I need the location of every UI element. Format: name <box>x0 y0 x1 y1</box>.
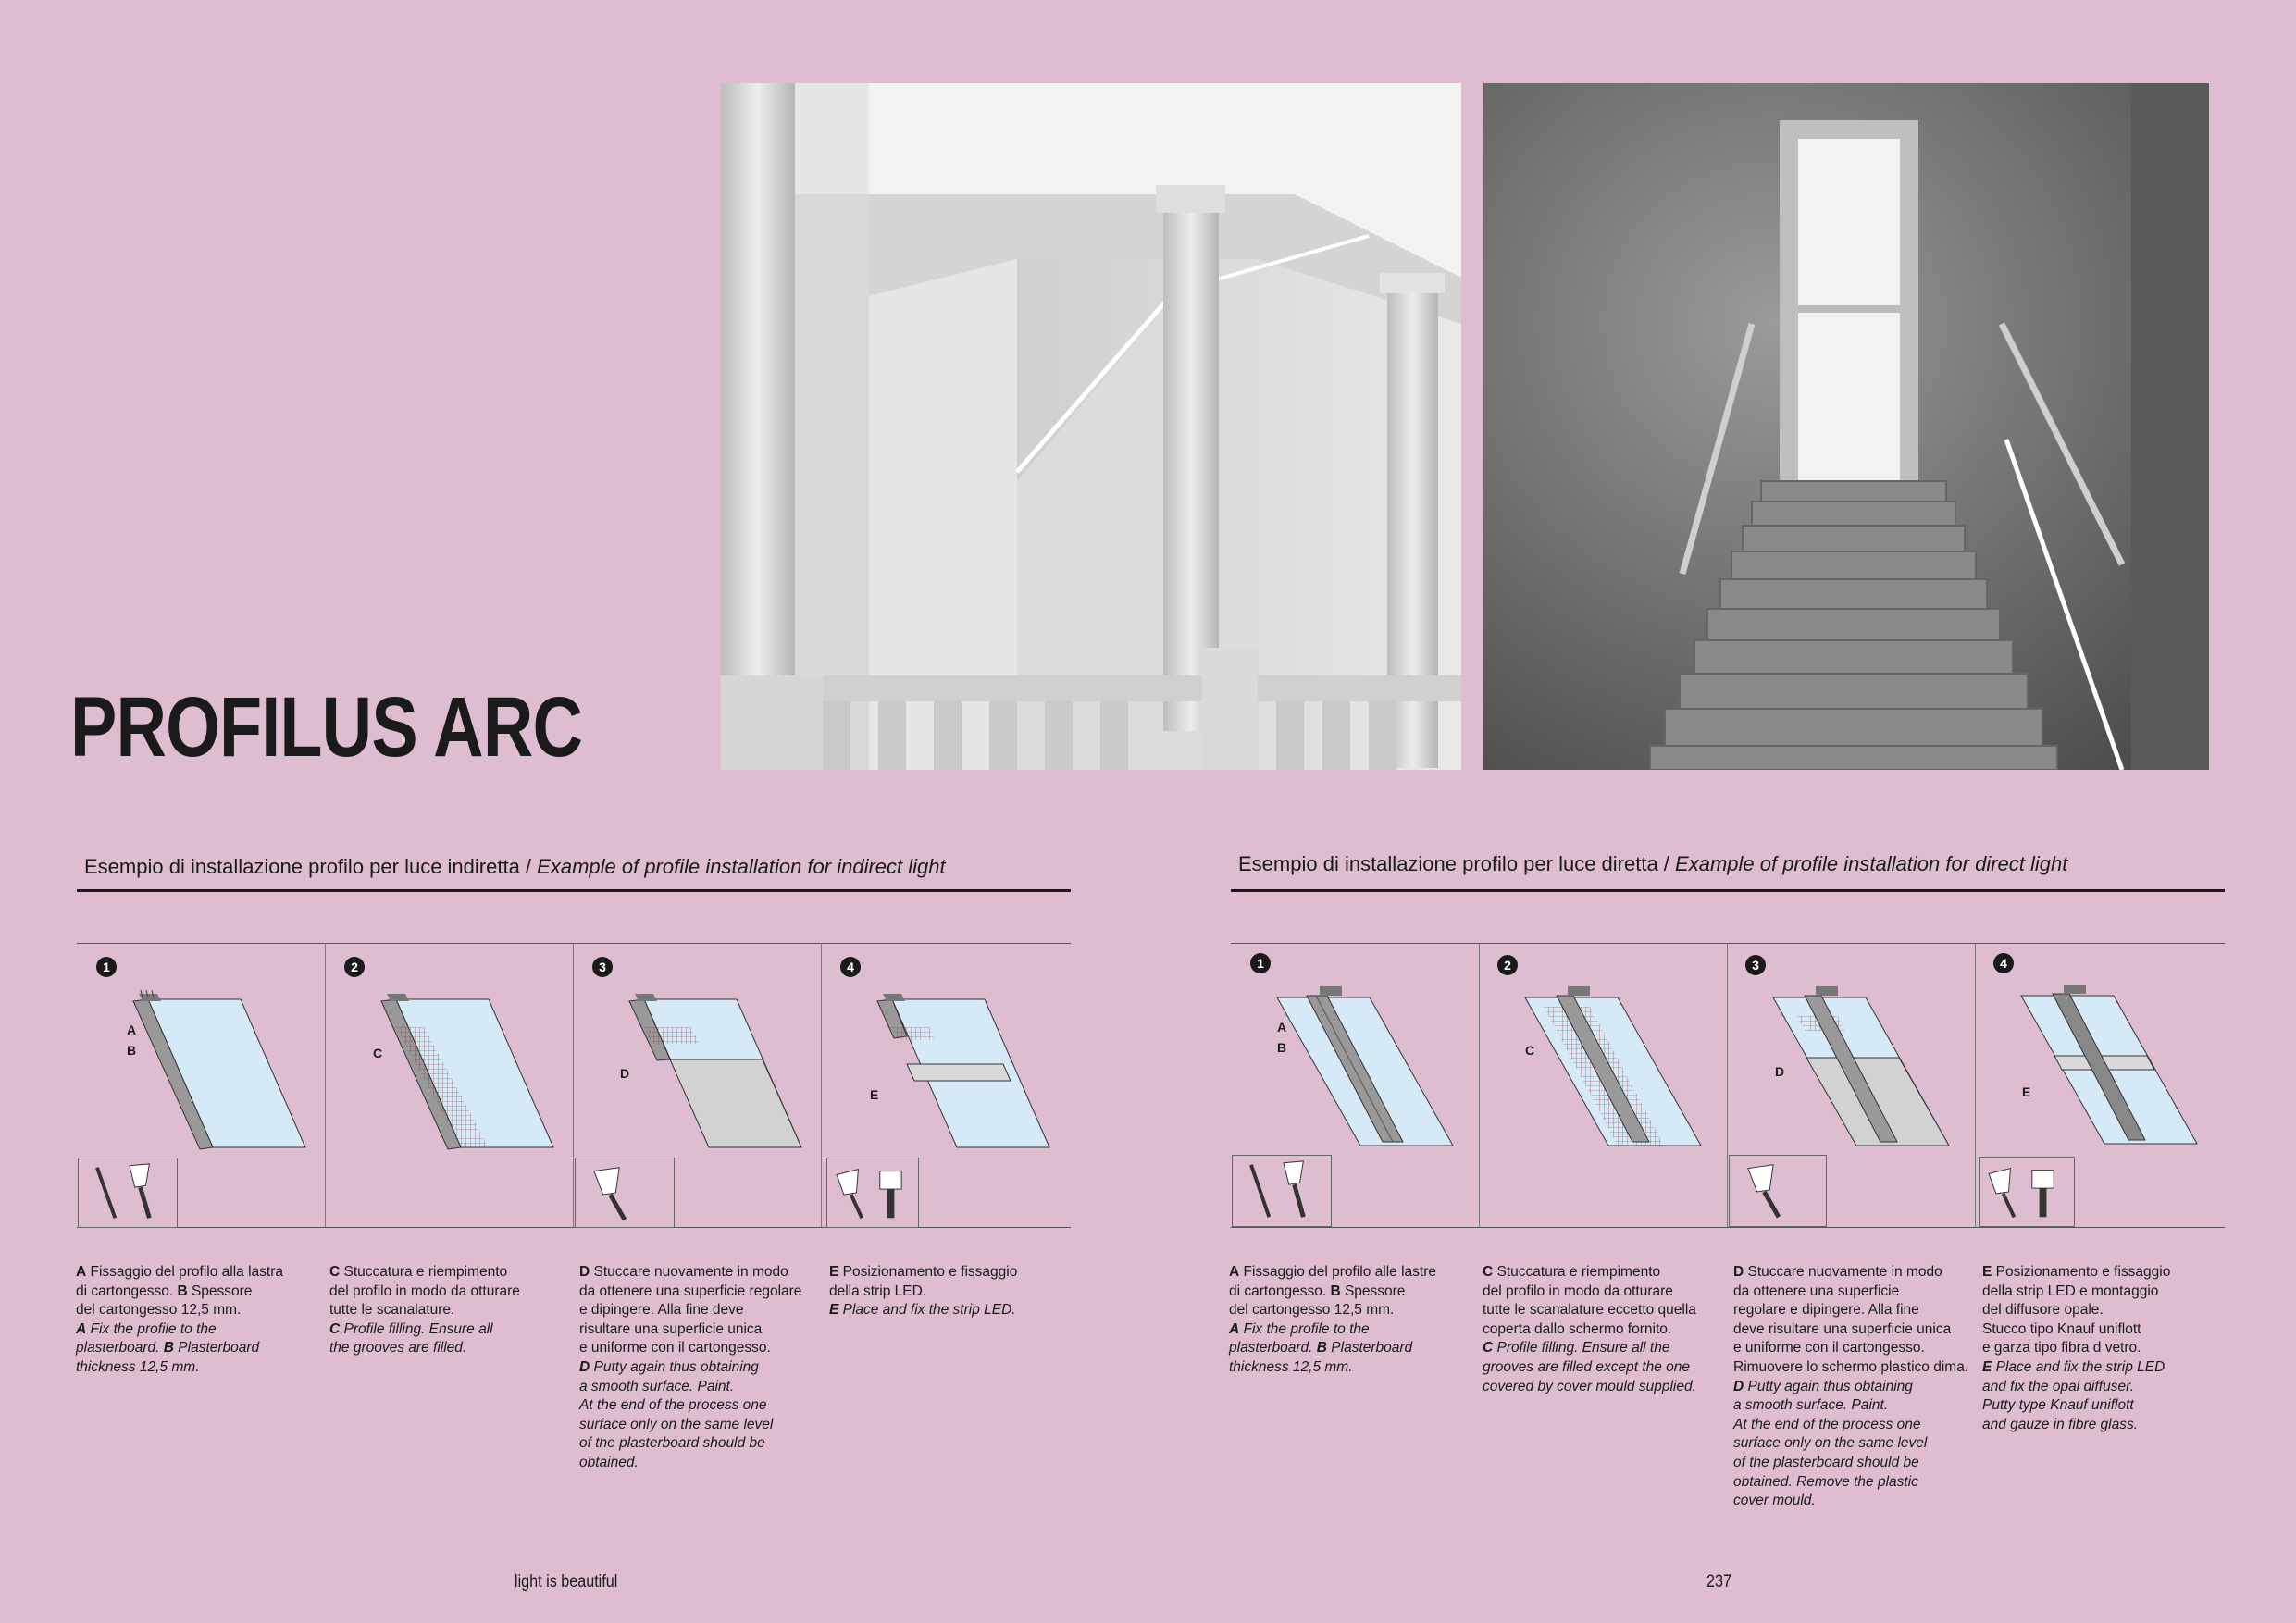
diagram-step-1-direct <box>1268 979 1462 1150</box>
caption-line: e uniforme con il cartongesso. <box>1733 1340 1925 1357</box>
step-label: D <box>1775 1064 1785 1079</box>
section-direct-heading: Esempio di installazione profilo per luce diretta / Example of profile installation for direct light <box>1238 852 2068 875</box>
caption-line: thickness 12,5 mm. <box>76 1358 200 1375</box>
divider <box>325 943 326 1227</box>
caption-line: di cartongesso. B Spessore <box>1229 1282 1406 1299</box>
step-label: C <box>1525 1043 1535 1058</box>
diagram-step-2-direct <box>1516 979 1710 1150</box>
caption-line: surface only on the same level <box>579 1416 774 1432</box>
caption-line: of the plasterboard should be <box>579 1435 765 1452</box>
caption-line: D Stuccare nuovamente in modo <box>579 1264 788 1280</box>
caption-line: A Fissaggio del profilo alla lastra <box>76 1264 284 1280</box>
divider <box>1479 943 1480 1227</box>
diagram-step-3-indirect <box>616 981 811 1152</box>
caption-line: C Stuccatura e riempimento <box>329 1264 508 1280</box>
tools-spatula-icon <box>575 1158 675 1228</box>
divider <box>821 943 822 1227</box>
section-indirect-rule <box>77 889 1071 892</box>
caption-line: tutte le scanalature eccetto quella <box>1483 1302 1696 1319</box>
step-label: A <box>1277 1020 1287 1035</box>
caption-line: surface only on the same level <box>1733 1435 1928 1452</box>
caption-line: A Fix the profile to the <box>1229 1320 1370 1337</box>
section-indirect-grid-top <box>77 943 1071 944</box>
caption-indirect-step-2 <box>329 1263 556 1358</box>
caption-line: tutte le scanalature. <box>329 1302 455 1319</box>
step-label: B <box>1277 1040 1287 1055</box>
caption-line: Stucco tipo Knauf uniflott <box>1982 1320 2141 1337</box>
step-number: 2 <box>1497 955 1518 975</box>
step-number: 2 <box>344 957 365 977</box>
section-indirect-grid-bottom <box>77 1227 1071 1228</box>
caption-line: a smooth surface. Paint. <box>1733 1397 1889 1414</box>
caption-line: da ottenere una superficie <box>1733 1282 1900 1299</box>
step-label: E <box>2022 1084 2031 1099</box>
caption-indirect-step-4 <box>829 1263 1056 1320</box>
caption-line: plasterboard. B Plasterboard <box>1229 1340 1413 1357</box>
caption-line: obtained. Remove the plastic <box>1733 1473 1918 1490</box>
step-number: 4 <box>840 957 861 977</box>
photo-colonnade-indirect-light <box>721 83 1461 770</box>
step-label: C <box>373 1046 383 1060</box>
caption-line: At the end of the process one <box>1733 1416 1921 1432</box>
caption-line: del profilo in modo da otturare <box>329 1282 520 1299</box>
step-number: 3 <box>592 957 613 977</box>
caption-line: D Stuccare nuovamente in modo <box>1733 1264 1942 1280</box>
caption-line: A Fissaggio del profilo alle lastre <box>1229 1264 1437 1280</box>
caption-line: e uniforme con il cartongesso. <box>579 1340 771 1357</box>
caption-direct-step-4 <box>1982 1263 2209 1434</box>
caption-line: At the end of the process one <box>579 1397 767 1414</box>
caption-line: Putty type Knauf uniflott <box>1982 1397 2134 1414</box>
caption-line: thickness 12,5 mm. <box>1229 1358 1353 1375</box>
caption-line: da ottenere una superficie regolare <box>579 1282 802 1299</box>
caption-line: plasterboard. B Plasterboard <box>76 1340 260 1357</box>
page-number: 237 <box>1706 1572 1731 1592</box>
tools-spatula-brush-icon <box>826 1158 919 1228</box>
caption-line: della strip LED e montaggio <box>1982 1282 2159 1299</box>
caption-direct-step-3 <box>1733 1263 1979 1511</box>
caption-line: regolare e dipingere. Alla fine <box>1733 1302 1919 1319</box>
caption-line: E Posizionamento e fissaggio <box>829 1264 1018 1280</box>
caption-line: C Profile filling. Ensure all <box>329 1320 493 1337</box>
section-direct-rule <box>1231 889 2225 892</box>
caption-line: obtained. <box>579 1454 639 1470</box>
caption-indirect-step-1 <box>76 1263 303 1378</box>
diagram-step-3-direct <box>1764 979 1958 1150</box>
photo-staircase-direct-light <box>1483 83 2209 770</box>
step-label: A <box>127 1022 137 1037</box>
caption-line: A Fix the profile to the <box>76 1320 217 1337</box>
caption-line: cover mould. <box>1733 1493 1816 1509</box>
step-label: D <box>620 1066 630 1081</box>
tools-spatula-brush-icon <box>1979 1157 2075 1227</box>
caption-line: of the plasterboard should be <box>1733 1454 1919 1470</box>
step-label: E <box>870 1087 879 1102</box>
footer-tagline: light is beautiful <box>515 1572 618 1592</box>
diagram-step-4-direct <box>2012 977 2206 1148</box>
caption-line: della strip LED. <box>829 1282 927 1299</box>
caption-line: del cartongesso 12,5 mm. <box>1229 1302 1395 1319</box>
tools-spatula-icon <box>1729 1155 1827 1227</box>
section-indirect-heading: Esempio di installazione profilo per luce indiretta / Example of profile installation for indirect light <box>84 855 946 878</box>
caption-line: E Place and fix the strip LED <box>1982 1358 2166 1375</box>
tools-screwdriver-spatula-icon <box>1232 1155 1332 1227</box>
caption-line: a smooth surface. Paint. <box>579 1378 735 1394</box>
section-direct-grid-top <box>1231 943 2225 944</box>
caption-line: risultare una superficie unica <box>579 1320 763 1337</box>
caption-line: grooves are filled except the one <box>1483 1358 1691 1375</box>
caption-line: E Place and fix the strip LED. <box>829 1302 1016 1319</box>
step-number: 1 <box>96 957 117 977</box>
step-number: 3 <box>1745 955 1766 975</box>
step-number: 1 <box>1250 953 1271 973</box>
step-label: B <box>127 1043 137 1058</box>
step-number: 4 <box>1993 953 2014 973</box>
caption-line: and gauze in fibre glass. <box>1982 1416 2139 1432</box>
caption-line: C Profile filling. Ensure all the <box>1483 1340 1670 1357</box>
diagram-step-4-indirect <box>864 981 1059 1152</box>
caption-line: D Putty again thus obtaining <box>579 1358 759 1375</box>
divider <box>1975 943 1976 1227</box>
caption-line: E Posizionamento e fissaggio <box>1982 1264 2171 1280</box>
caption-line: del diffusore opale. <box>1982 1302 2104 1319</box>
caption-line: deve risultare una superficie unica <box>1733 1320 1952 1337</box>
caption-direct-step-2 <box>1483 1263 1723 1396</box>
diagram-step-2-indirect <box>368 981 563 1152</box>
caption-line: e dipingere. Alla fine deve <box>579 1302 744 1319</box>
caption-line: C Stuccatura e riempimento <box>1483 1264 1661 1280</box>
caption-direct-step-1 <box>1229 1263 1456 1378</box>
divider <box>1727 943 1728 1227</box>
caption-line: D Putty again thus obtaining <box>1733 1378 1913 1394</box>
caption-line: Rimuovere lo schermo plastico dima. <box>1733 1358 1969 1375</box>
divider <box>573 943 574 1227</box>
page-title: PROFILUS ARC <box>70 680 583 774</box>
caption-line: e garza tipo fibra d vetro. <box>1982 1340 2141 1357</box>
tools-screwdriver-spatula-icon <box>78 1158 178 1228</box>
caption-line: covered by cover mould supplied. <box>1483 1378 1696 1394</box>
caption-line: di cartongesso. B Spessore <box>76 1282 253 1299</box>
caption-line: and fix the opal diffuser. <box>1982 1378 2134 1394</box>
caption-indirect-step-3 <box>579 1263 825 1473</box>
section-direct-grid-bottom <box>1231 1227 2225 1228</box>
caption-line: coperta dallo schermo fornito. <box>1483 1320 1672 1337</box>
caption-line: the grooves are filled. <box>329 1340 467 1357</box>
caption-line: del cartongesso 12,5 mm. <box>76 1302 242 1319</box>
diagram-step-1-indirect <box>120 981 315 1152</box>
caption-line: del profilo in modo da otturare <box>1483 1282 1673 1299</box>
